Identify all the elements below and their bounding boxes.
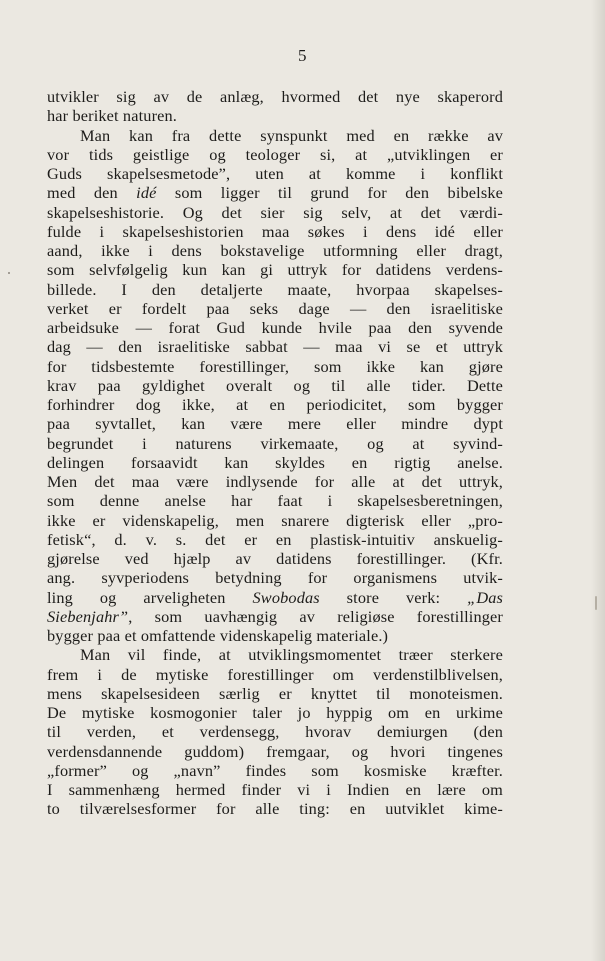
body-text: [47, 87, 503, 819]
print-speck: [8, 272, 10, 274]
text-line: [47, 318, 503, 337]
text-segment: frem i de mytiske forestillinger om verdenstilblivelsen,: [47, 664, 503, 684]
text-segment: utvikler sig av de anlæg, hvormed det nye skaperord: [47, 87, 503, 106]
text-line: [47, 145, 503, 164]
text-line: [47, 376, 503, 395]
text-line: [47, 491, 503, 510]
text-line: [47, 203, 503, 222]
text-line: [47, 183, 503, 202]
text-segment: De mytiske kosmogonier taler jo hyppig om en urkime: [47, 703, 503, 722]
text-line: [47, 280, 503, 299]
italic-text: idé: [136, 183, 157, 203]
text-line: [47, 684, 503, 703]
text-line: [47, 588, 503, 607]
italic-text: „Das: [467, 587, 503, 607]
text-line: [47, 472, 503, 491]
text-line: [47, 665, 503, 684]
text-segment: skapelseshistorie. Og det sier sig selv, at det værdi-: [47, 202, 503, 222]
text-segment: krav paa gyldighet overalt og til alle tider. Dette: [47, 375, 503, 395]
page-number: 5: [298, 46, 307, 65]
text-segment: ikke er videnskapelig, men snarere digterisk eller „pro-: [47, 510, 503, 530]
text-segment: til verden, et verdensegg, hvorav demiurgen (den: [47, 722, 503, 742]
text-line: [47, 241, 503, 260]
print-speck: [595, 596, 597, 610]
text-segment: fulde i skapelseshistorien maa søkes i dens idé eller: [47, 221, 503, 241]
text-segment: Man kan fra dette synspunkt med en række av: [80, 125, 503, 145]
text-segment: verdensdannende guddom) fremgaar, og hvori tingenes: [47, 741, 503, 761]
text-segment: aand, ikke i dens bokstavelige utformning eller dragt,: [47, 241, 503, 260]
text-segment: som denne anelse har faat i skapelsesberetningen,: [47, 491, 503, 511]
italic-text: Swobodas: [252, 587, 320, 607]
text-line: [47, 453, 503, 472]
text-line: [47, 722, 503, 741]
page-edge-shadow: [591, 0, 605, 961]
text-segment: som selvfølgelig kun kan gi uttryk for datidens verdens-: [47, 260, 503, 280]
text-line: [47, 260, 503, 279]
text-segment: I sammenhæng hermed finder vi i Indien en lære om: [47, 780, 503, 799]
text-segment: forhindrer dog ikke, at en periodicitet, som bygger: [47, 395, 503, 414]
text-segment: vor tids geistlige og teologer si, at „utviklingen er: [47, 144, 503, 164]
text-line: [47, 568, 503, 587]
text-line: [47, 164, 503, 183]
text-segment: ling og arveligheten: [47, 587, 253, 607]
text-segment: to tilværelsesformer for alle ting: en uutviklet kime-: [47, 799, 503, 819]
text-segment: „former” og „navn” findes som kosmiske kræfter.: [47, 760, 503, 780]
text-segment: , som uavhængig av religiøse forestillinger: [128, 606, 503, 626]
text-segment: dag — den israelitiske sabbat — maa vi se et uttryk: [47, 337, 503, 357]
text-line: [47, 434, 503, 453]
text-line: [47, 357, 503, 376]
text-segment: begrundet i naturens virkemaate, og at syvind-: [47, 433, 503, 453]
text-line: [47, 626, 503, 645]
text-segment: for tidsbestemte forestillinger, som ikke kan gjøre: [47, 356, 503, 376]
text-segment: store verk:: [319, 587, 468, 607]
text-segment: arbeidsuke — forat Gud kunde hvile paa den syvende: [47, 318, 503, 337]
text-segment: bygger paa et omfattende videnskapelig materiale.): [47, 626, 389, 645]
text-segment: delingen forsaavidt kan skyldes en rigtig anelse.: [47, 452, 503, 472]
text-line: [47, 607, 503, 626]
text-segment: mens skapelsesideen særlig er knyttet til monoteismen.: [47, 683, 503, 703]
italic-text: Siebenjahr”: [47, 606, 129, 626]
text-line: [47, 780, 503, 799]
text-line: [47, 742, 503, 761]
text-line: [47, 395, 503, 414]
text-line: [47, 703, 503, 722]
text-line: [47, 799, 503, 818]
text-line: [47, 530, 503, 549]
text-line: [47, 645, 503, 664]
text-line: [47, 299, 503, 318]
text-line: [47, 414, 503, 433]
text-segment: har beriket naturen.: [47, 106, 178, 126]
text-segment: Man vil finde, at utviklingsmomentet træer sterkere: [80, 645, 503, 665]
text-line: [47, 549, 503, 568]
text-line: [47, 87, 503, 106]
text-segment: Men det maa være indlysende for alle at det uttryk,: [47, 472, 503, 491]
text-segment: som ligger til grund for den bibelske: [156, 183, 503, 203]
text-segment: Guds skapelsesmetode”, uten at komme i konflikt: [47, 164, 503, 183]
text-segment: fetisk“, d. v. s. det er en plastisk-intuitiv anskuelig-: [47, 529, 503, 549]
text-segment: gjørelse ved hjælp av datidens forestillinger. (Kfr.: [47, 549, 503, 568]
text-segment: ang. syvperiodens betydning for organismens utvik-: [47, 568, 503, 588]
text-line: [47, 126, 503, 145]
text-line: [47, 337, 503, 356]
text-line: [47, 511, 503, 530]
text-segment: verket er fordelt paa seks dage — den israelitiske: [47, 298, 503, 318]
text-line: [47, 222, 503, 241]
text-line: [47, 761, 503, 780]
text-line: [47, 106, 503, 125]
text-segment: paa syvtallet, kan være mere eller mindre dypt: [47, 414, 503, 434]
text-segment: med den: [47, 183, 137, 203]
text-segment: billede. I den detaljerte maate, hvorpaa skapelses-: [47, 279, 503, 299]
